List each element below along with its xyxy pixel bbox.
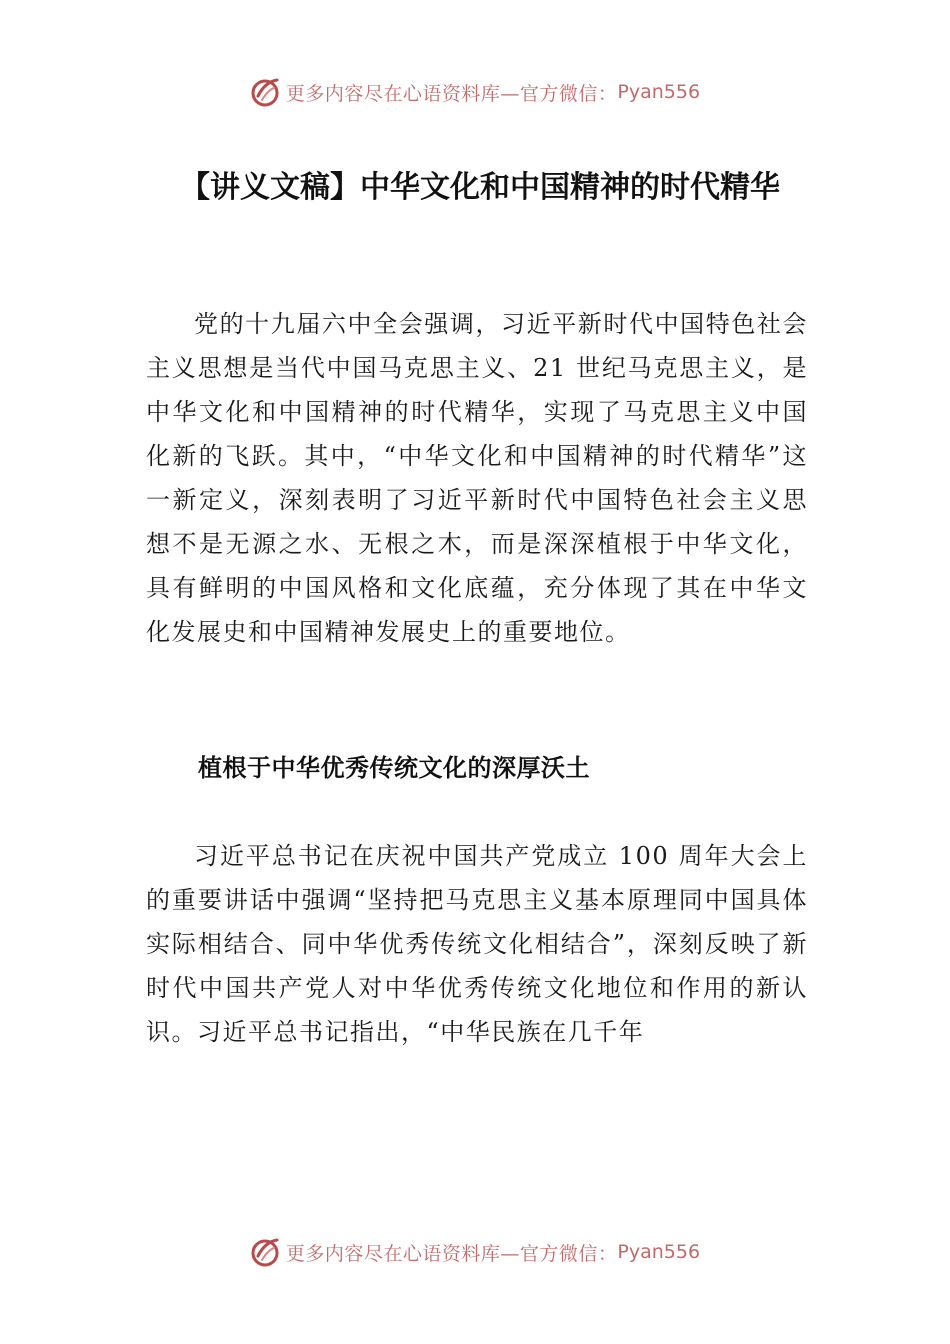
section-heading: 植根于中华优秀传统文化的深厚沃土: [198, 754, 590, 782]
banner-brand-text: 更多内容尽在心语资料库—官方微信：: [285, 1242, 618, 1265]
paragraph-1: 党的十九届六中全会强调，习近平新时代中国特色社会主义思想是当代中国马克思主义、21 世纪马克思主义，是中华文化和中国精神的时代精华，实现了马克思主义中国化新的飞跃。其中，“中华文化和中国精神的时代精华”这一新定义，深刻表明了习近平新时代中国特色社会主义思想不是无源之水、无根之木，而是深深植根于中华文化，具有鲜明的中国风格和文化底蕴，充分体现了其在中华文化发展史和中国精神发展史上的重要地位。: [146, 310, 808, 646]
banner-brand-text: 更多内容尽在心语资料库—官方微信：: [285, 82, 618, 105]
header-banner: [0, 72, 950, 112]
footer-banner: [0, 1232, 950, 1272]
brand-logo-icon: [250, 1236, 282, 1268]
banner-wechat-id: Pyan556: [617, 1241, 701, 1263]
brand-logo-icon: [250, 76, 282, 108]
banner-wechat-id: Pyan556: [617, 81, 701, 103]
paragraph-2: 习近平总书记在庆祝中国共产党成立 100 周年大会上的重要讲话中强调“坚持把马克思主义基本原理同中国具体实际相结合、同中华优秀传统文化相结合”，深刻反映了新时代中国共产党人对中华优秀传统文化地位和作用的新认识。习近平总书记指出，“中华民族在几千年: [146, 842, 808, 1046]
document-title: 【讲义文稿】中华文化和中国精神的时代精华: [180, 170, 780, 205]
